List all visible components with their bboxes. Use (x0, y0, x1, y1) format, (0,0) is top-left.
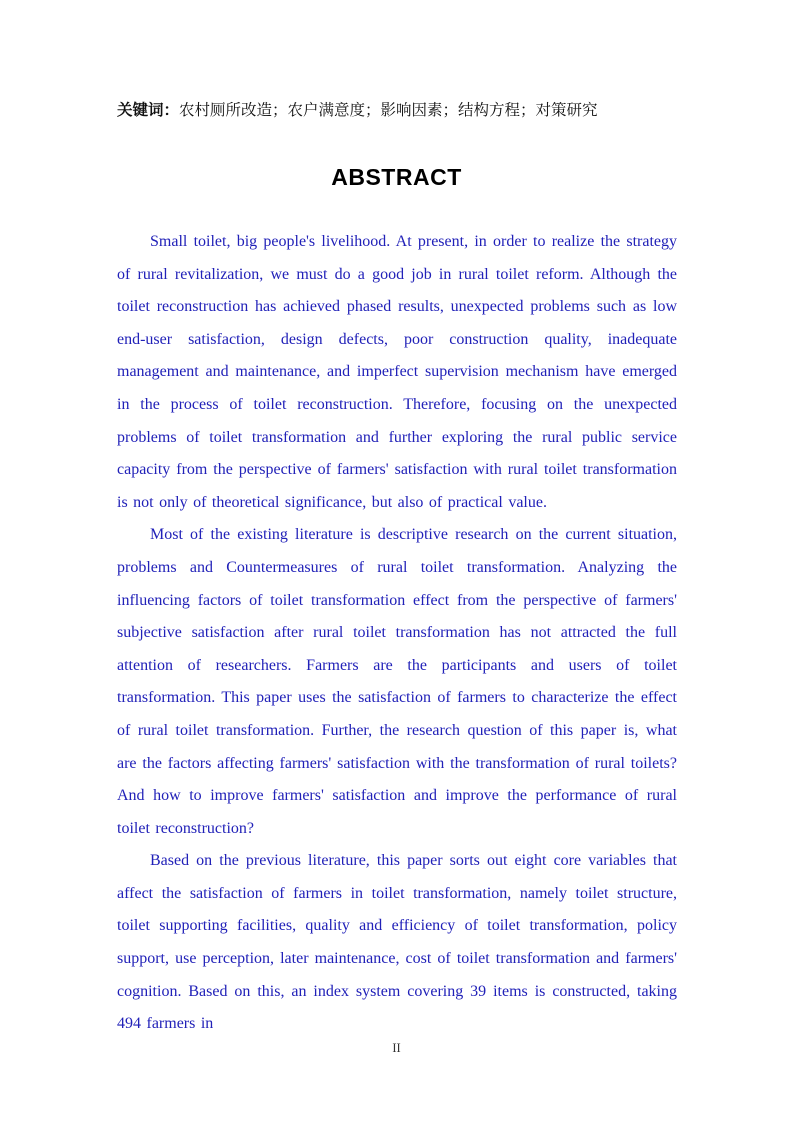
abstract-paragraph-2: Most of the existing literature is descriptive research on the current situation, problems and Countermeasures of rural toilet transformation. Analyzing the influencing factors of toilet transformation effect from the perspective of farmers' subjective satisfaction after rural toilet transformation has not attracted the full attention of researchers. Farmers are the participants and users of toilet transformation. This paper uses the satisfaction of farmers to characterize the effect of rural toilet transformation. Further, the research question of this paper is, what are the factors affecting farmers' satisfaction with the transformation of rural toilets? And how to improve farmers' satisfaction and improve the performance of rural toilet reconstruction? (117, 526, 677, 837)
keywords-text: 农村厕所改造；农户满意度；影响因素；结构方程；对策研究 (179, 102, 598, 119)
abstract-paragraph-3: Based on the previous literature, this paper sorts out eight core variables that affect the satisfaction of farmers in toilet transformation, namely toilet structure, toilet supporting facilities, quality and efficiency of toilet transformation, policy support, use perception, later maintenance, cost of toilet transformation and farmers' cognition. Based on this, an index system covering 39 items is constructed, taking 494 farmers in (117, 852, 677, 1033)
keywords-line (117, 100, 677, 122)
abstract-body (117, 226, 677, 1041)
abstract-heading: ABSTRACT (331, 164, 462, 190)
abstract-paragraph-1: Small toilet, big people's livelihood. At present, in order to realize the strategy of rural revitalization, we must do a good job in rural toilet reform. Although the toilet reconstruction has achieved phased results, unexpected problems such as low end-user satisfaction, design defects, poor construction quality, inadequate management and maintenance, and imperfect supervision mechanism have emerged in the process of toilet reconstruction. Therefore, focusing on the unexpected problems of toilet transformation and further exploring the rural public service capacity from the perspective of farmers' satisfaction with rural toilet transformation is not only of theoretical significance, but also of practical value. (117, 233, 677, 511)
keywords-label: 关键词： (117, 102, 180, 119)
page-number: II (392, 1041, 401, 1055)
